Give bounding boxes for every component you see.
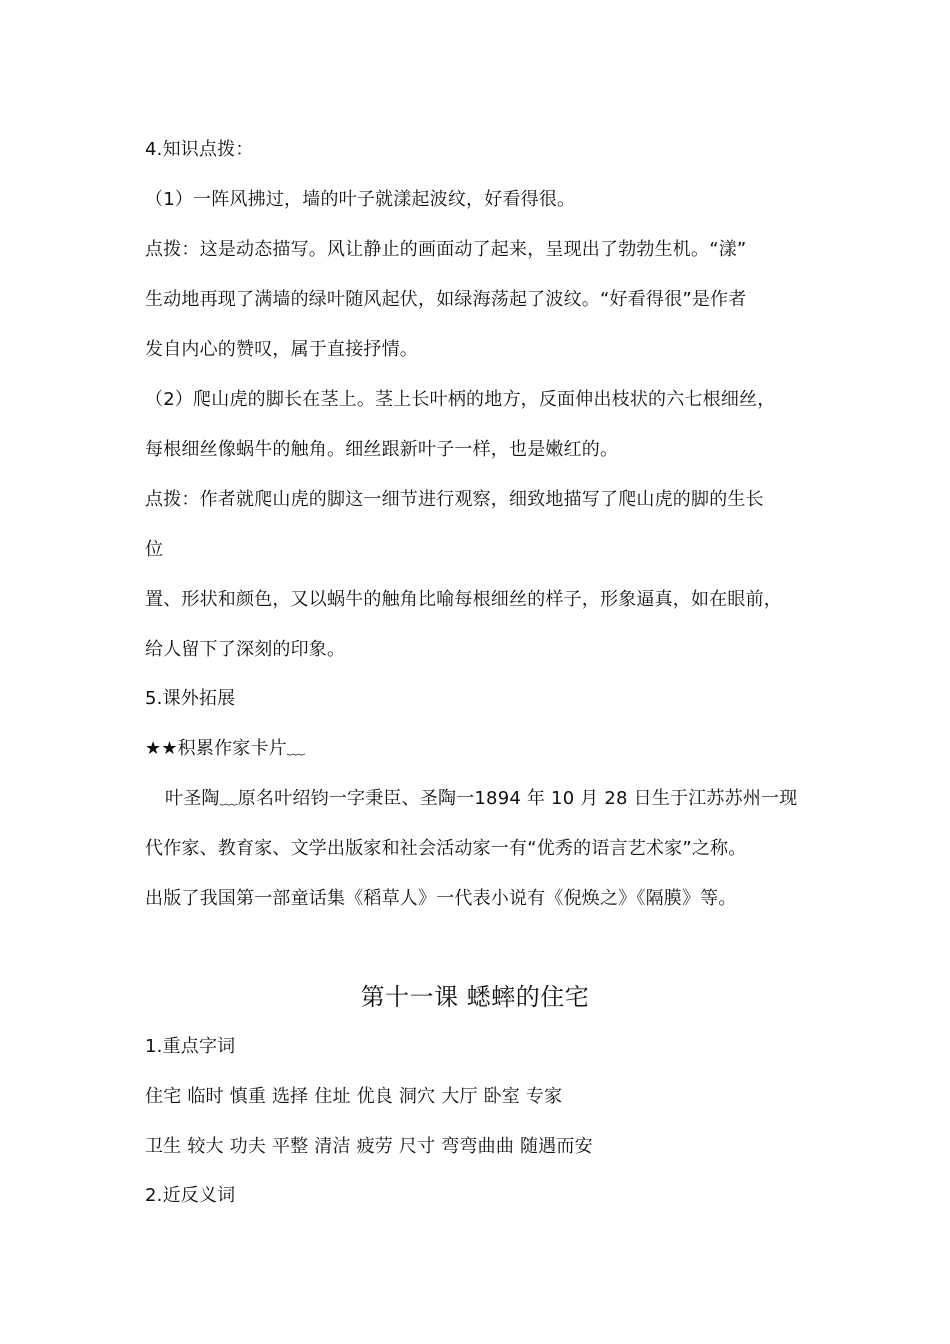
- point-2-note-line-3: 置、形状和颜色，又以蜗牛的触角比喻每根细丝的样子，形象逼真，如在眼前，: [145, 589, 782, 610]
- point-2-note-line-4: 给人留下了深刻的印象。: [145, 639, 346, 660]
- key-words-line-2: 卫生 较大 功夫 平整 清洁 疲劳 尺寸 弯弯曲曲 随遇而安: [145, 1136, 593, 1157]
- point-1-note-line-1: 点拨：这是动态描写。风让静止的画面动了起来，呈现出了勃勃生机。“漾”: [145, 239, 747, 260]
- point-1-note-line-2: 生动地再现了满墙的绿叶随风起伏，如绿海荡起了波纹。“好看得很”是作者: [145, 289, 747, 310]
- point-1-note-line-3: 发自内心的赞叹，属于直接抒情。: [145, 339, 418, 360]
- synonyms-antonyms-heading: 2.近反义词: [145, 1185, 236, 1206]
- point-2-note-line-2: 位: [145, 539, 164, 560]
- author-card-title: ★★积累作家卡片﹏: [145, 738, 306, 759]
- point-2-sentence-line-2: 每根细丝像蜗牛的触角。细丝跟新叶子一样，也是嫩红的。: [145, 439, 619, 460]
- section-5-heading: 5.课外拓展: [145, 688, 236, 709]
- key-words-heading: 1.重点字词: [145, 1036, 236, 1057]
- point-2-sentence-line-1: （2）爬山虎的脚长在茎上。茎上长叶柄的地方，反面伸出枝状的六七根细丝，: [145, 389, 776, 410]
- author-card-line-3: 出版了我国第一部童话集《稻草人》一代表小说有《倪焕之》《隔膜》等。: [145, 888, 737, 909]
- key-words-line-1: 住宅 临时 慎重 选择 住址 优良 洞穴 大厅 卧室 专家: [145, 1086, 563, 1107]
- author-card-line-1: 叶圣陶﹏原名叶绍钧一字秉臣、圣陶一1894 年 10 月 28 日生于江苏苏州一现: [165, 788, 798, 809]
- point-1-sentence: （1）一阵风拂过，墙的叶子就漾起波纹，好看得很。: [145, 189, 576, 210]
- author-card-line-2: 代作家、教育家、文学出版家和社会活动家一有“优秀的语言艺术家”之称。: [145, 838, 747, 859]
- point-2-note-line-1: 点拨：作者就爬山虎的脚这一细节进行观察，细致地描写了爬山虎的脚的生长: [145, 489, 764, 510]
- section-4-heading: 4.知识点拨：: [145, 139, 254, 160]
- lesson-title: 第十一课 蟋蟀的住宅: [360, 983, 590, 1011]
